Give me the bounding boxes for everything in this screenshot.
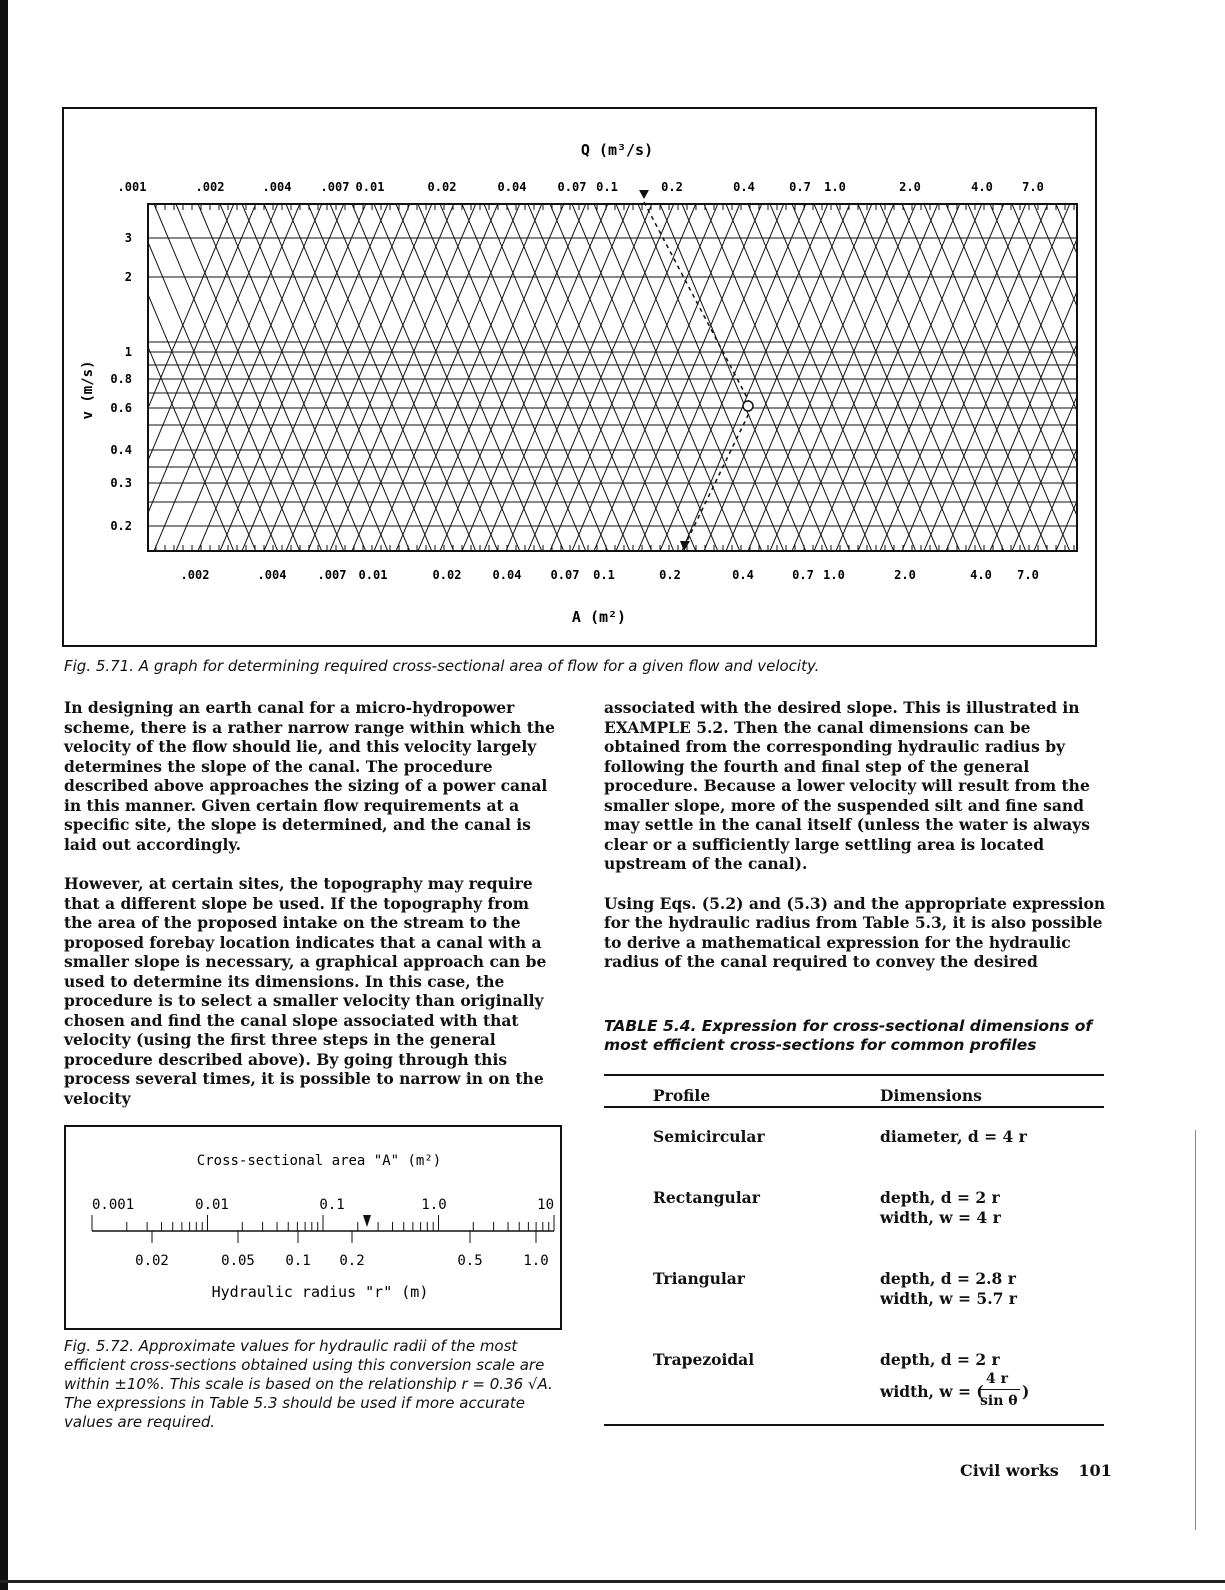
paragraph: associated with the desired slope. This is illustrated in EXAMPLE 5.2. Then the canal dimensions can be obtained from the corresponding hydraulic radius by following the fourth and final step of the general procedure. Because a lower velocity will result from the smaller slope, more of the suspended silt and fine sand may settle in the canal itself (unless the water is always clear or a sufficiently large settling area is located upstream of the canal).: [604, 698, 1090, 873]
table-header-profile: Profile: [653, 1086, 711, 1105]
table-row-profile: Triangular: [653, 1269, 745, 1288]
q-tick-label: 0.4: [733, 180, 755, 194]
table-row-profile: Rectangular: [653, 1188, 760, 1207]
v-tick-label: 3: [124, 231, 132, 245]
example-path-upper: [644, 202, 752, 407]
footer-section: Civil works: [960, 1461, 1059, 1480]
a-tick-label: .004: [257, 568, 287, 582]
v-tick-label: 1: [124, 345, 132, 359]
v-tick-label: 0.8: [110, 372, 132, 386]
v-tick-label: 0.2: [110, 519, 132, 533]
table-bottom-rule: [604, 1424, 1104, 1426]
scan-right-edge: [1195, 1130, 1196, 1530]
table-header-rule: [604, 1106, 1104, 1108]
q-tick-label: 2.0: [899, 180, 921, 194]
v-tick-label: 0.3: [110, 476, 132, 490]
a-tick-label: 0.01: [358, 568, 388, 582]
q-tick-label: 0.02: [427, 180, 457, 194]
radius-tick-label: 0.05: [221, 1253, 255, 1269]
v-tick-label: 2: [124, 270, 132, 284]
paragraph: Using Eqs. (5.2) and (5.3) and the appropriate expression for the hydraulic radius from Table 5.3, it is also possible to derive a mathematical expression for the hydraulic radius of the canal required to convey the desired: [604, 893, 1106, 971]
figure-5-71-caption: Fig. 5.71. A graph for determining required cross-sectional area of flow for a given flow and velocity.: [64, 657, 820, 675]
a-tick-label: 0.07: [550, 568, 580, 582]
a-tick-label: 2.0: [894, 568, 916, 582]
table-row-dimension: width, w = 5.7 r: [880, 1289, 1017, 1308]
flow-line: [990, 204, 1097, 551]
a-tick-label: 0.04: [492, 568, 522, 582]
q-tick-label: .004: [262, 180, 292, 194]
v-tick-label: 0.6: [110, 401, 132, 415]
v-tick-label: 0.4: [110, 443, 132, 457]
a-tick-label: 0.1: [593, 568, 615, 582]
scale-arrow: [363, 1215, 371, 1227]
area-tick-label: 10: [537, 1197, 554, 1213]
radius-tick-label: 0.1: [285, 1253, 311, 1269]
q-tick-label: .007: [320, 180, 350, 194]
a-tick-label: 0.02: [432, 568, 462, 582]
q-tick-label: 1.0: [824, 180, 846, 194]
area-tick-label: 0.1: [319, 1197, 345, 1213]
fraction-bar: [978, 1389, 1020, 1390]
q-tick-label: 0.04: [497, 180, 527, 194]
scale-bottom-label: Hydraulic radius "r" (m): [211, 1283, 429, 1301]
arrow-head-top: [639, 190, 649, 199]
flow-line: [1012, 204, 1097, 551]
a-axis-label: A (m²): [571, 608, 627, 626]
q-tick-label: 0.01: [355, 180, 385, 194]
page-footer: [960, 1461, 1112, 1480]
area-tick-label: 0.001: [92, 1197, 135, 1213]
table-row-dimension: depth, d = 2 r: [880, 1350, 1000, 1369]
flow-line: [990, 204, 1097, 551]
scan-edge: [0, 0, 8, 1590]
table-row-profile: Trapezoidal: [653, 1350, 755, 1369]
paragraph: In designing an earth canal for a micro-hydropower scheme, there is a rather narrow range within which the velocity of the flow should lie, and this velocity largely determines the slope of the canal. The procedure described above approaches the sizing of a power canal in this manner. Given certain flow requirements at a specific site, the slope is determined, and the canal is laid out accordingly.: [64, 698, 555, 854]
scale-top-label: Cross-sectional area "A" (m²): [196, 1153, 442, 1169]
q-tick-label: 0.1: [596, 180, 618, 194]
table-row-dimension: depth, d = 2.8 r: [880, 1269, 1016, 1288]
table-row-dimension: width, w = 4 r: [880, 1208, 1001, 1227]
a-tick-label: 0.7: [792, 568, 814, 582]
table-row-dimension: diameter, d = 4 r: [880, 1127, 1027, 1146]
example-point: [743, 401, 753, 411]
radius-tick-label: 0.02: [135, 1253, 169, 1269]
figure-5-72-scale: [64, 1125, 562, 1330]
table-row-profile: Semicircular: [653, 1127, 765, 1146]
q-axis-label: Q (m³/s): [580, 141, 654, 159]
radius-tick-label: 0.2: [339, 1253, 365, 1269]
a-tick-label: 1.0: [823, 568, 845, 582]
scan-bottom-edge: [0, 1580, 1225, 1583]
flow-line: [1034, 204, 1097, 551]
radius-tick-label: 0.5: [457, 1253, 483, 1269]
q-tick-label: 4.0: [971, 180, 993, 194]
q-tick-label: 7.0: [1022, 180, 1044, 194]
flow-line: [1012, 204, 1097, 551]
fraction-close: ): [1022, 1382, 1030, 1401]
a-tick-label: 4.0: [970, 568, 992, 582]
q-tick-label: 0.7: [789, 180, 811, 194]
radius-tick-label: 1.0: [523, 1253, 549, 1269]
q-tick-label: 0.2: [661, 180, 683, 194]
figure-5-72-caption: Fig. 5.72. Approximate values for hydraulic radii of the most efficient cross-sections obtained using this conversion scale are within ±10%. This scale is based on the relationship r = 0.36 √A. The expressions in Table 5.3 should be used if more accurate values are required.: [64, 1337, 553, 1431]
fraction-denominator: sin θ: [980, 1393, 1018, 1409]
figure-5-71-nomograph: [62, 107, 1097, 647]
left-column: [64, 698, 562, 1128]
page-number: 101: [1078, 1461, 1112, 1480]
q-tick-label: .001: [117, 180, 147, 194]
table-header-dimensions: Dimensions: [880, 1086, 982, 1105]
area-tick-label: 1.0: [421, 1197, 447, 1213]
fraction-numerator: 4 r: [986, 1371, 1008, 1387]
table-5-4-title: TABLE 5.4. Expression for cross-sectional dimensions of most efficient cross-sections for common profiles: [604, 1017, 1093, 1054]
table-row-dimension: width, w = (: [880, 1382, 984, 1401]
table-top-rule: [604, 1074, 1104, 1076]
a-tick-label: .002: [180, 568, 210, 582]
area-tick-label: 0.01: [195, 1197, 229, 1213]
q-tick-label: .002: [195, 180, 225, 194]
flow-line: [1034, 204, 1097, 551]
right-column: [604, 698, 1106, 992]
a-tick-label: 0.2: [659, 568, 681, 582]
table-row-dimension: depth, d = 2 r: [880, 1188, 1000, 1207]
paragraph: However, at certain sites, the topography may require that a different slope be used. If the topography from the area of the proposed intake on the stream to the proposed forebay location indicates that a canal with a smaller slope is necessary, a graphical approach can be used to determine its dimensions. In this case, the procedure is to select a smaller velocity than originally chosen and find the canal slope associated with that velocity (using the first three steps in the general procedure described above). By going through this process several times, it is possible to narrow in on the velocity: [64, 874, 547, 1108]
a-tick-label: .007: [317, 568, 347, 582]
arrow-head-bottom: [680, 541, 690, 551]
q-tick-label: 0.07: [557, 180, 587, 194]
v-axis-label: v (m/s): [80, 360, 96, 420]
a-tick-label: 7.0: [1017, 568, 1039, 582]
a-tick-label: 0.4: [732, 568, 754, 582]
